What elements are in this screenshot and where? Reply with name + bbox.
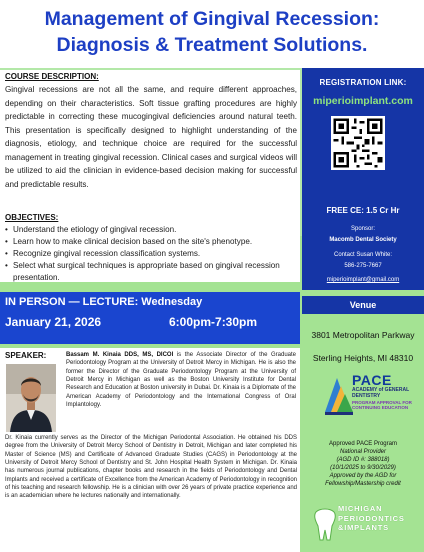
sponsor-label: Sponsor:	[350, 226, 375, 232]
venue-address-city: Sterling Heights, MI 48310	[312, 353, 414, 363]
title-line-2: Diagnosis & Treatment Solutions.	[56, 34, 368, 56]
objectives-list	[5, 224, 297, 284]
sponsor-name: Macomb Dental Society	[329, 237, 397, 243]
pace-line: Fellowship/Mastership credit	[325, 481, 401, 487]
registration-label: REGISTRATION LINK:	[319, 78, 407, 87]
objective-item: • Select what surgical techniques is appropriate based on gingival recession presentation.	[5, 260, 297, 284]
speaker-bio-part1: is the Associate Director of the Graduate Periodontology Program at the University of Detroit Mercy in Michigan. He is also the former the Director of the Graduate Periodontology Program at the University of Detroit Mercy in Michigan as well as the Boston University Institute for Dental Research and Education at Boston university in Dubai. Dr. Kinaia is a Diplomate of the American Academy of Periodontology and the International Congress of Oral Implantology.	[66, 352, 297, 409]
contact-email-link[interactable]: miperioimplant@gmail.com	[326, 277, 400, 283]
objective-item: • Recognize gingival recession classification systems.	[5, 248, 297, 260]
venue-heading: Venue	[302, 296, 424, 314]
pace-line: National Provider	[339, 449, 387, 455]
speaker-photo	[6, 364, 56, 432]
pace-line: Approved PACE Program	[329, 441, 397, 447]
logo-line: &IMPLANTS	[338, 523, 389, 532]
objective-item: • Learn how to make clinical decision based on the site's phenotype.	[5, 236, 297, 248]
speaker-name: Bassam M. Kinaia DDS, MS, DICOI	[66, 352, 174, 358]
lecture-date: January 21, 2026	[5, 315, 102, 329]
registration-link[interactable]: miperioimplant.com	[313, 95, 413, 107]
pace-line: (AGD ID #: 388018)	[336, 457, 390, 463]
page-title	[0, 6, 424, 58]
pace-logo-approval: PROGRAM APPROVAL FOR CONTINUING EDUCATION	[352, 400, 412, 410]
venue-address-street: 3801 Metropolitan Parkway	[311, 330, 415, 340]
lecture-time: 6:00pm-7:30pm	[169, 315, 258, 329]
qr-code-icon[interactable]	[331, 116, 385, 170]
objective-item: • Understand the etiology of gingival recession.	[5, 224, 297, 236]
michigan-periodontics-logo-text	[338, 504, 424, 533]
course-description-heading: COURSE DESCRIPTION:	[5, 72, 99, 81]
contact-label: Contact Susan White:	[333, 252, 393, 258]
pace-approval-text	[302, 440, 424, 488]
lecture-banner	[0, 292, 300, 344]
course-description-text: Gingival recessions are not all the same, and require different approaches, depending on their characteristics. Soft tissue grafting procedures are highly predictable in correcting these mucogingival deficiencies around natural teeth. This presentation is specifically designed to highlight understanding of the diagnosis, etiology, and technique choice are required for the successful management in treating gingival recession. Clinical cases and surgical videos will be utilized to aid the clinician in evidence-based decision making for successful and predictable results.	[5, 85, 297, 189]
speaker-bio-intro	[66, 351, 296, 409]
pace-line: (10/1/2025 to 9/30/2029)	[330, 465, 396, 471]
speaker-heading: SPEAKER:	[5, 351, 47, 360]
tooth-logo-icon	[312, 508, 338, 544]
free-ce-credit: FREE CE: 1.5 Cr Hr	[326, 206, 400, 215]
pace-line: Approved by the AGD for	[329, 473, 397, 479]
logo-line: MICHIGAN	[338, 504, 383, 513]
pace-logo-word: PACE	[352, 372, 392, 388]
logo-line: PERIODONTICS	[338, 513, 405, 523]
pace-logo-academy: ACADEMY of GENERAL DENTISTRY	[352, 387, 410, 399]
speaker-bio-continued: Dr. Kinaia currently serves as the Director of the Michigan Periodontal Association. He obtained his DDS degree from the University of Detroit Mercy School of Dentistry in Detroit, Michigan and later completed his Master of Science (MS) and Certificate of Advanced Graduate Studies (CAGS) in Periodontology at the University of Detroit Mercy School of Dentistry and St. John Hospital Health System in Michigan. Dr. Kinaia has numerous journal publications, chapter books and research in the fields of Periodontology and Dental Implants and received a certificate of Excellence from the American Academy of Periodontology in recognition of his teaching and research fellowship. He is a clinician with over 26 years of private practice experience and is an academician where he lectures nationally and internationally.	[5, 435, 297, 500]
title-line-1: Management of Gingival Recession:	[44, 8, 380, 30]
objectives-heading: OBJECTIVES:	[5, 213, 59, 222]
registration-panel	[302, 68, 424, 290]
lecture-format-day: IN PERSON — LECTURE: Wednesday	[5, 296, 203, 308]
contact-phone[interactable]: 586-275-7667	[344, 263, 382, 269]
